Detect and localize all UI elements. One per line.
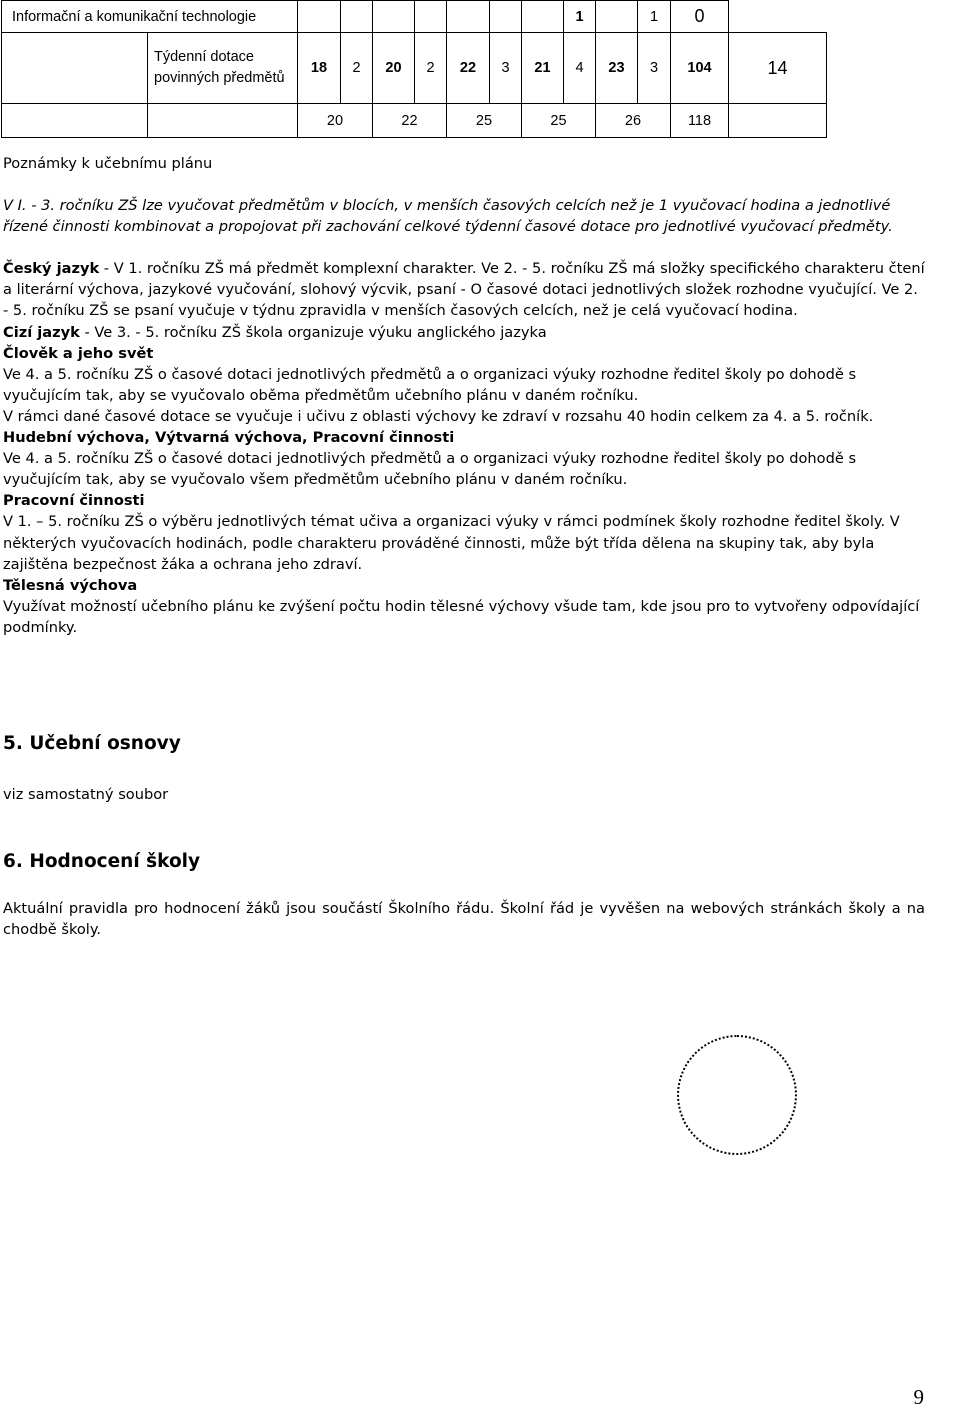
- table-cell: [2, 33, 148, 104]
- curriculum-notes: [3, 153, 925, 638]
- table-cell: 3: [638, 33, 671, 104]
- row-label: Týdenní dotace povinných předmětů: [148, 33, 298, 104]
- practical-text: V 1. – 5. ročníku ZŠ o výběru jednotlivých témat učiva a organizaci výuky v rámci podmínek školy rozhodne ředitel školy. V některých vyučovacích hodinách, podle charakteru prováděné činnosti, může být třída dělena na skupiny tak, aby byla zajištěna bezpečnost žáka a ochrana jeho zdraví.: [3, 513, 900, 573]
- table-cell: 3: [490, 33, 522, 104]
- table-cell: 25: [522, 104, 596, 138]
- table-cell: [373, 1, 415, 33]
- table-cell: 22: [373, 104, 447, 138]
- section-5-title: 5. Učební osnovy: [3, 733, 181, 754]
- table-cell: 20: [373, 33, 415, 104]
- table-cell: 20: [298, 104, 373, 138]
- human-world-text-2: V rámci dané časové dotace se vyučuje i učivu z oblasti výchovy ke zdraví v rozsahu 40 hodin celkem za 4. a 5. ročník.: [3, 407, 874, 425]
- human-world-text: Ve 4. a 5. ročníku ZŠ o časové dotaci jednotlivých předmětů a o organizaci výuky rozhodne ředitel školy po dohodě s vyučujícím tak, aby se vyučovalo oběma předmětům učebního plánu v daném ročníku.: [3, 365, 857, 404]
- practical-title: Pracovní činnosti: [3, 492, 145, 510]
- table-cell: 2: [341, 33, 373, 104]
- arts-text: Ve 4. a 5. ročníku ZŠ o časové dotaci jednotlivých předmětů a o organizaci výuky rozhodne ředitel školy po dohodě s vyučujícím tak, aby se vyučovalo všem předmětům učebního plánu v daném ročníku.: [3, 450, 857, 489]
- table-cell: 118: [671, 104, 729, 138]
- czech-title: Český jazyk: [3, 260, 100, 278]
- table-cell: 26: [596, 104, 671, 138]
- table-cell: 0: [671, 1, 729, 33]
- table-cell: [447, 1, 490, 33]
- human-world-title: Člověk a jeho svět: [3, 344, 154, 362]
- section-6-text: Aktuální pravidla pro hodnocení žáků jsou součástí Školního řádu. Školní řád je vyvěšen na webových stránkách školy a na chodbě školy.: [3, 900, 925, 938]
- table-cell: 14: [729, 33, 827, 104]
- table-cell: [341, 1, 373, 33]
- table-cell: 23: [596, 33, 638, 104]
- notes-heading: Poznámky k učebnímu plánu: [3, 155, 213, 172]
- curriculum-table: [1, 0, 827, 138]
- table-cell: 21: [522, 33, 564, 104]
- table-row: [2, 104, 827, 138]
- page-number: 9: [913, 1385, 924, 1409]
- stamp-circle: [677, 1035, 797, 1155]
- czech-text: - V 1. ročníku ZŠ má předmět komplexní charakter. Ve 2. - 5. ročníku ZŠ má složky specifického charakteru čtení a literární výchova, jazykové vyučování, slohový výcvik, psaní - O časové dotaci jednotlivých složek rozhodne vyučující. Ve 2. - 5. ročníku ZŠ se psaní vyučuje v týdnu zpravidla v menších časových celcích, než je celá vyučovací hodina.: [3, 260, 925, 320]
- notes-paragraph: [3, 195, 925, 237]
- foreign-language-note: [3, 322, 925, 343]
- table-cell: [490, 1, 522, 33]
- arts-title: Hudební výchova, Výtvarná výchova, Pracovní činnosti: [3, 429, 455, 447]
- table-cell: 25: [447, 104, 522, 138]
- section-6-title: 6. Hodnocení školy: [3, 851, 201, 872]
- czech-note: [3, 258, 925, 321]
- table-cell: [596, 1, 638, 33]
- table-cell: 2: [415, 33, 447, 104]
- notes-text: V I. - 3. ročníku ZŠ lze vyučovat předmětům v blocích, v menších časových celcích než je 1 vyučovací hodina a jednotlivé řízené činnosti kombinovat a propojovat při zachování celkové týdenní časové dotace pro jednotlivé vyučovací předměty.: [3, 197, 893, 236]
- table-row: [2, 1, 827, 33]
- table-cell: [415, 1, 447, 33]
- table-cell: 4: [564, 33, 596, 104]
- table-cell: 104: [671, 33, 729, 104]
- pe-title: Tělesná výchova: [3, 576, 138, 594]
- pe-text: Využívat možností učebního plánu ke zvýšení počtu hodin tělesné výchovy všude tam, kde jsou pro to vytvořeny odpovídající podmínky.: [3, 597, 920, 636]
- section-5-text: viz samostatný soubor: [3, 786, 169, 803]
- table-cell: [729, 104, 827, 138]
- table-cell: 1: [638, 1, 671, 33]
- subject-name: Informační a komunikační technologie: [2, 1, 298, 33]
- table-row: [2, 33, 827, 104]
- table-cell: 18: [298, 33, 341, 104]
- table-cell: 1: [564, 1, 596, 33]
- foreign-language-text: - Ve 3. - 5. ročníku ZŠ škola organizuje výuku anglického jazyka: [79, 323, 547, 341]
- foreign-language-title: Cizí jazyk: [3, 323, 80, 341]
- table-cell: [2, 104, 148, 138]
- table-cell: [298, 1, 341, 33]
- table-cell: [522, 1, 564, 33]
- table-cell: [148, 104, 298, 138]
- table-cell: 22: [447, 33, 490, 104]
